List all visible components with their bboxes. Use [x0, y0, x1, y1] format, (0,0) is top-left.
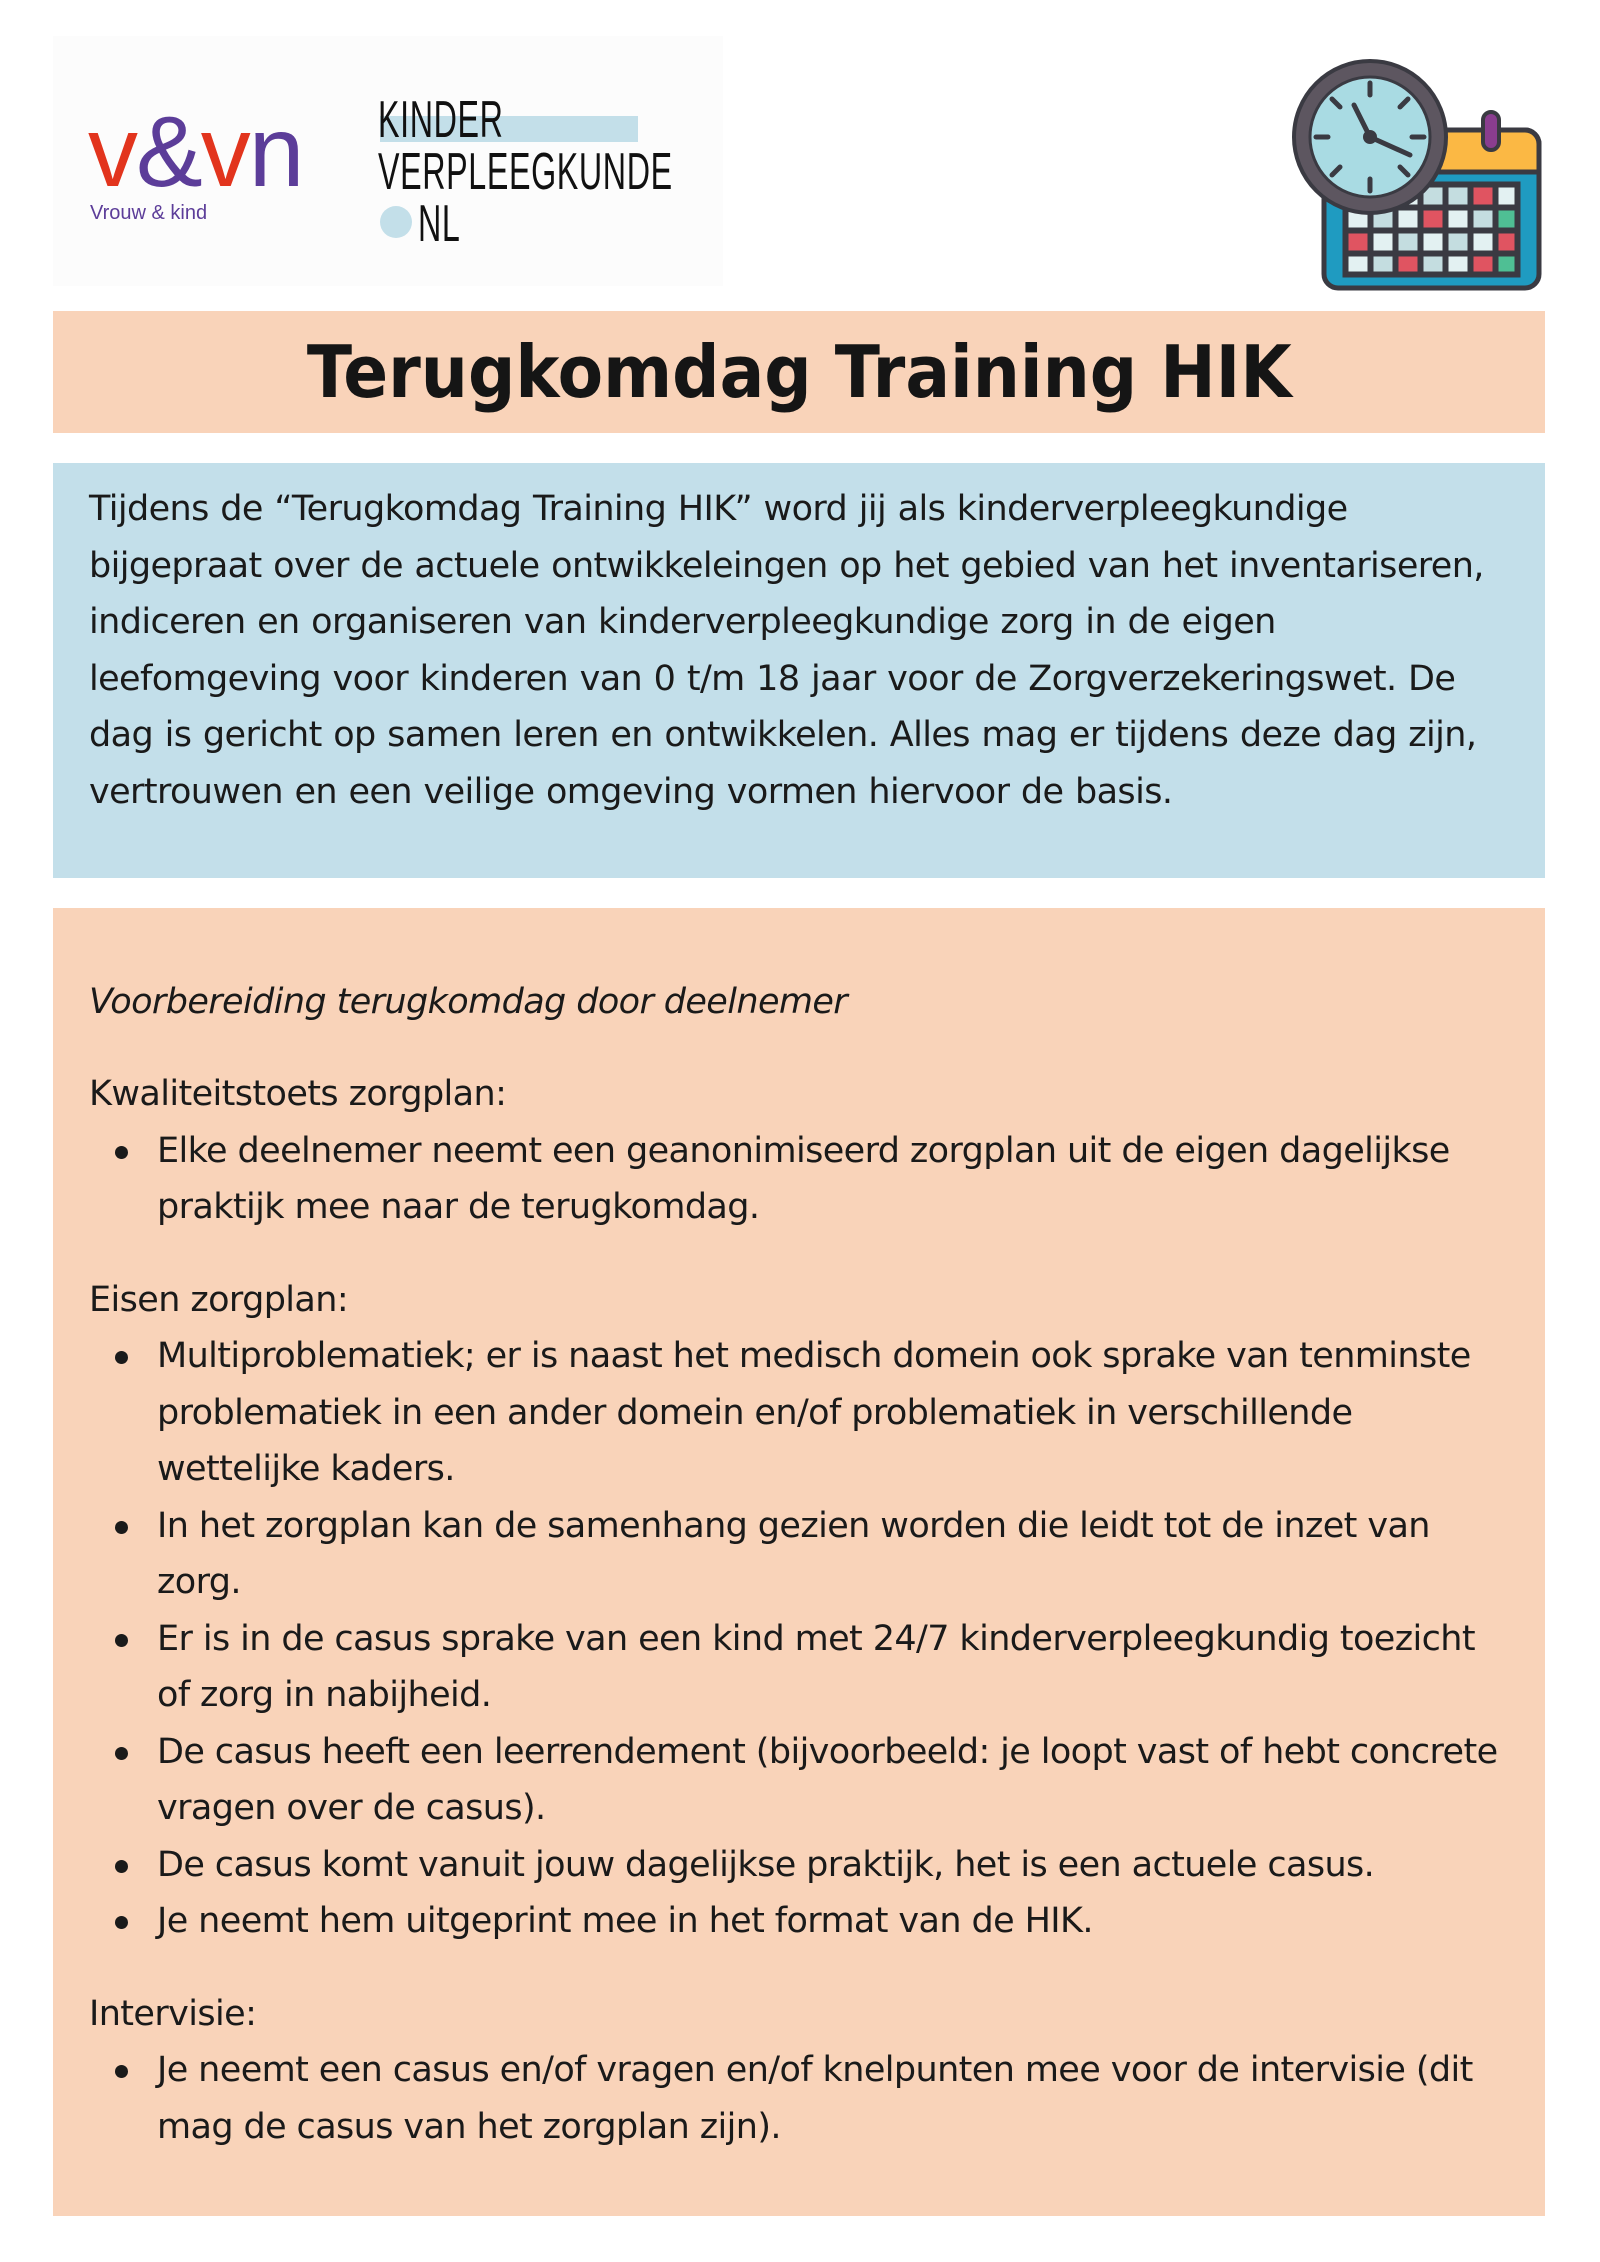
vvn-wordmark: v&vn	[88, 96, 303, 208]
logo-line-verpleegkunde: VERPLEEGKUNDE	[378, 143, 673, 201]
title-banner	[53, 311, 1545, 433]
list-item: De casus heeft een leerrendement (bijvoorbeeld: je loopt vast of hebt concrete vragen over de casus).	[89, 1724, 1509, 1837]
bullet-icon	[115, 1146, 128, 1159]
bullet-icon	[115, 1916, 128, 1929]
intro-panel	[53, 463, 1545, 878]
intervisie-list	[89, 2042, 1509, 2155]
vvn-logo	[88, 96, 348, 230]
preparation-heading: Voorbereiding terugkomdag door deelnemer	[89, 982, 848, 1022]
list-item: Elke deelnemer neemt een geanonimiseerd zorgplan uit de eigen dagelijkse praktijk mee naar de terugkomdag.	[89, 1123, 1509, 1236]
eisen-list	[89, 1328, 1509, 1950]
list-item: Er is in de casus sprake van een kind met 24/7 kinderverpleegkundig toezicht of zorg in nabijheid.	[89, 1611, 1509, 1724]
bullet-icon	[115, 1521, 128, 1534]
list-item: Je neemt een casus en/of vragen en/of knelpunten mee voor de intervisie (dit mag de casus van het zorgplan zijn).	[89, 2042, 1509, 2155]
bullet-icon	[115, 2065, 128, 2078]
kinderverpleegkunde-logo	[378, 91, 698, 254]
vvn-subtitle: Vrouw & kind	[90, 202, 208, 224]
section-heading-kwaliteitstoets: Kwaliteitstoets zorgplan:	[89, 1074, 507, 1114]
bullet-icon	[115, 1634, 128, 1647]
list-item: In het zorgplan kan de samenhang gezien worden die leidt tot de inzet van zorg.	[89, 1498, 1509, 1611]
clock-calendar-icon	[1288, 55, 1548, 300]
logo-line-kinder: KINDER	[378, 91, 504, 149]
section-heading-eisen: Eisen zorgplan:	[89, 1279, 349, 1320]
intro-text: Tijdens de “Terugkomdag Training HIK” word jij als kinderverpleegkundige bijgepraat over de actuele ontwikkeleingen op het gebied van het inventariseren, indiceren en organiseren van kinderverpleegkundige zorg in de eigen leefomgeving voor kinderen van 0 t/m 18 jaar voor de Zorgverzekeringswet. De dag is gericht op samen leren en ontwikkelen. Alles mag er tijdens deze dag zijn, vertrouwen en een veilige omgeving vormen hiervoor de basis.	[89, 489, 1484, 812]
page-title: Terugkomdag Training HIK	[306, 330, 1292, 414]
preparation-panel	[53, 908, 1545, 2216]
list-item: Multiproblematiek; er is naast het medisch domein ook sprake van tenminste problematiek in een ander domein en/of problematiek in verschillende wettelijke kaders.	[89, 1328, 1509, 1498]
logo-accent-dot	[380, 206, 412, 238]
list-item: Je neemt hem uitgeprint mee in het format van de HIK.	[89, 1893, 1509, 1950]
bullet-icon	[115, 1747, 128, 1760]
list-item: De casus komt vanuit jouw dagelijkse praktijk, het is een actuele casus.	[89, 1837, 1509, 1894]
logo-line-nl: NL	[418, 195, 461, 253]
kwaliteitstoets-list	[89, 1123, 1509, 1236]
bullet-icon	[115, 1351, 128, 1364]
bullet-icon	[115, 1860, 128, 1873]
section-heading-intervisie: Intervisie:	[89, 1993, 257, 2034]
